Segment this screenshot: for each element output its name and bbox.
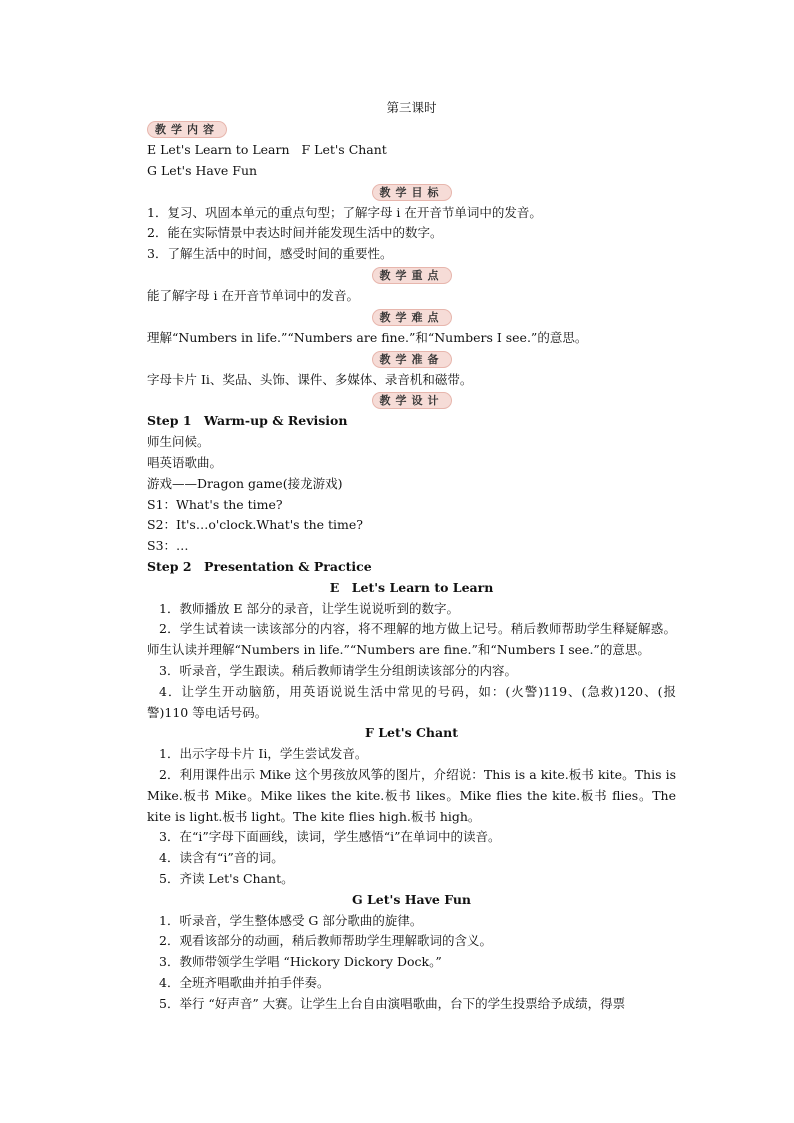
section-difficulty-heading-row [147, 307, 676, 328]
part-f-item: 2．利用课件出示 Mike 这个男孩放风筝的图片，介绍说：This is a kite.板书 kite。This is Mike.板书 Mike。Mike likes the kite.板书 likes。Mike flies the kite.板书 flies。The kite is light.板书 light。The kite flies high.板书 high。 [147, 766, 676, 824]
part-e-heading: E Let's Learn to Learn [329, 579, 494, 595]
part-g-item: 2．观看该部分的动画，稍后教师帮助学生理解歌词的含义。 [159, 933, 492, 949]
part-g-heading: G Let's Have Fun [351, 891, 472, 907]
section-prep-heading-row [147, 349, 676, 370]
section-key-heading-row [147, 265, 676, 286]
section-heading: 教学重点 [372, 267, 452, 284]
section-goals-heading-row [147, 182, 676, 203]
content-line: G Let's Have Fun [147, 162, 258, 178]
section-heading: 教学准备 [372, 351, 452, 368]
content-item: F Let's Chant [301, 142, 387, 157]
step1-line: S1：What's the time? [147, 496, 283, 512]
step2-heading: Step 2 Presentation & Practice [147, 558, 372, 574]
section-heading: 教学目标 [372, 184, 452, 201]
part-e-item: 3．听录音，学生跟读。稍后教师请学生分组朗读该部分的内容。 [159, 662, 517, 678]
part-f-item: 3．在“i”字母下面画线，读词，学生感悟“i”在单词中的读音。 [159, 829, 501, 845]
section-content-heading-row [147, 119, 676, 140]
part-f-item: 4．读含有“i”音的词。 [159, 850, 284, 866]
section-heading: 教学难点 [372, 309, 452, 326]
content-item: E Let's Learn to Learn [147, 142, 290, 157]
part-g-item: 3．教师带领学生学唱 “Hickory Dickory Dock。” [159, 954, 442, 970]
step1-line: 师生问候。 [147, 434, 210, 450]
page-title: 第三课时 [386, 100, 437, 115]
goal-item: 1．复习、巩固本单元的重点句型；了解字母 i 在开音节单词中的发音。 [147, 204, 542, 220]
difficulty-text: 理解“Numbers in life.”“Numbers are fine.”和“Numbers I see.”的意思。 [147, 329, 588, 345]
part-f-item: 1．出示字母卡片 Ii，学生尝试发音。 [159, 746, 368, 762]
part-f-heading: F Let's Chant [365, 725, 458, 741]
step1-line: 唱英语歌曲。 [147, 454, 223, 470]
section-design-heading-row [147, 390, 676, 411]
key-text: 能了解字母 i 在开音节单词中的发音。 [147, 287, 359, 303]
part-e-item: 4．让学生开动脑筋，用英语说说生活中常见的号码，如：(火警)119、(急救)120、(报警)110 等电话号码。 [147, 683, 676, 720]
part-g-item: 4．全班齐唱歌曲并拍手伴奏。 [159, 974, 330, 990]
part-f-item: 5．齐读 Let's Chant。 [159, 870, 294, 886]
part-g-item: 1．听录音，学生整体感受 G 部分歌曲的旋律。 [159, 912, 423, 928]
section-heading: 教学设计 [372, 392, 452, 409]
goal-item: 2．能在实际情景中表达时间并能发现生活中的数字。 [147, 225, 443, 241]
step1-line: S2：It's…o'clock.What's the time? [147, 517, 363, 533]
step1-line: 游戏——Dragon game(接龙游戏) [147, 475, 343, 491]
content-line [147, 140, 676, 161]
part-e-item: 2．学生试着读一读该部分的内容，将不理解的地方做上记号。稍后教师帮助学生释疑解惑。师生认读并理解“Numbers in life.”“Numbers are fine.”和“Numbers I see.”的意思。 [147, 621, 676, 658]
prep-text: 字母卡片 Ii、奖品、头饰、课件、多媒体、录音机和磁带。 [147, 371, 473, 387]
part-g-item: 5．举行 “好声音” 大赛。让学生上台自由演唱歌曲，台下的学生投票给予成绩，得票 [159, 995, 626, 1011]
part-e-item: 1．教师播放 E 部分的录音，让学生说说听到的数字。 [159, 600, 460, 616]
section-heading: 教学内容 [147, 121, 227, 138]
step1-line: S3：… [147, 538, 189, 554]
goal-item: 3．了解生活中的时间，感受时间的重要性。 [147, 246, 393, 262]
step1-heading: Step 1 Warm-up & Revision [147, 413, 348, 429]
